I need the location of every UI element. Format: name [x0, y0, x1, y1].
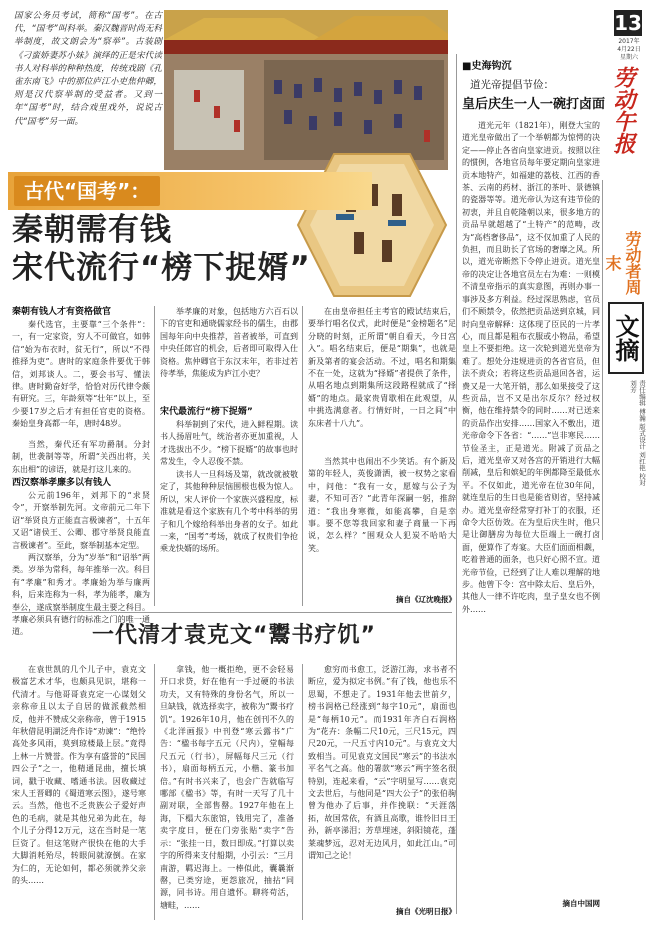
- paragraph: 举孝廉的对象，包括地方六百石以下的官吏和通晓儒家经书的儒生，由郡国每年向中央推荐，首者被举，可直到中央任郎官的机会，后者即可取得入仕资格。焦仲卿官于东汉末年，若非过若待孝举，焦能成为庐江小吏？: [160, 307, 298, 379]
- intro-text: 国家公务员考试，简称“国考”。在古代，“国考”叫科举。秦汉魏晋时尚无科举制度，故文朗会为“察举”。古装剧《刁蛮娇妻苏小妹》演绎的正是宋代读书人对科举的种种热度，传统戏剧《孔雀东南飞》中的那位庐江小吏焦仲卿，则是汉代察举制的受益者。又到一年“国考”时，结合戏里戏外，说说古代“国考”另一面。: [14, 11, 162, 127]
- headline-line2: 宋代流行“榜下捉婿”: [12, 250, 311, 286]
- article1-column2: [160, 306, 298, 606]
- paragraph: 科举制到了宋代，进入鲜程期。读书人扬眉吐气，统治者亦更加重视，人才选拔出不少。“榜下捉婿”的故事也时常发生，令人忍俊不禁。: [160, 420, 298, 467]
- column-rule: [602, 180, 603, 540]
- column-rule: [154, 306, 155, 606]
- date-year: 2017年: [618, 38, 640, 45]
- column-rule: [302, 664, 303, 920]
- date-day: 4月22日: [617, 46, 641, 53]
- paragraph: 秦代选官，主要靠“三个条件”：一，有一定家资，穷人不可做官，如韩信“始为布衣时，贫无行”，所以“不得推择为吏”。唐时的家庭条件要优于韩信，刘邦谈人。二，要会书写、懂法律。唐时勤奋好学，恰恰对历代律令颇有研究。三，年龄须等“壮年”以上，至少要17岁之后才有担任官吏的资格。秦始皇身高都一年，唐时48岁。: [12, 320, 150, 429]
- headline-label: 古代“国考”：: [14, 176, 160, 206]
- right-article-title: 皇后庆生一人一碗打卤面: [462, 97, 606, 112]
- article2-column2: 拿钱，他一概拒绝，更不会轻易开口求贷，好在他有一手过硬的书法功夫，又有特殊的身份名气，所以一旦缺钱，就选择卖字，被称为“鬻书疗饥”。1926年10月，他在创刊不久的《北洋画报》中刊登“寒云露书”广告：“楹书每字五元（尺内），堂幅每尺五元（行书），屏幅每尺三元（行书），扇面每柄五元，小楷、篆书加倍。”有时书兴来了，也会广告就临写哪部《楹书》等，有时一天写了几十副对联，全部售罄。1927年他在上海，下榻大东旅馆，钱用完了，准备卖字度日，便在门旁张贴“卖字”告示：“张挂一日，数日即成。”打算以卖字的所得来支付船期，小引云：“三月南游，羁迟海上。一棒似此，囊曩渐罄，已类穷途，更怨旅况，抽拈“同源，同书诗。用自遗怀。聊将苟活，塘畦，……: [160, 665, 294, 910]
- paragraph: 在由皇帝担任主考官的殿试结束后，要举行唱名仪式，此时便是“金榜题名”足分晓的时刻，正所谓“朝自看天，今日宫入”。唱名结束后，便是“期集”，也就是新及第者的宴会活动。不过，唱名和期集不在一处，这就为“择婿”者提供了条件，从唱名地点到期集所这段路程就成了“择婿”的地点。最家贵胄歇相在此观望，从中挑选满意者。行情好时，一日之间“中东床者十八九”。: [308, 307, 456, 428]
- paragraph: 读书人一旦科场及第，就改就被敬定了，其他种种层恼围根也极为惊人。所以，宋人评价一个家族兴盛程度，标准就是看这个家族有几个考中科举的男子和几个嫁给科举出身者的女子。如此一来，“国考”考场，就成了权贵们争抢乘龙快婿的场所。: [160, 470, 298, 554]
- paragraph: 当然其中也闹出不少笑话。有个新及第的年轻人，英俊潇洒，被一权势之家看中，问他：“我有一女，愿嫁与公子为妻，不知可否？”此青年深嗣一躬，推辞道：“我出身寒微，如能高攀，自是幸事。要不您等我回家和妻子商量一下再说，怎么样？”围观众人犯炭不哈哈大笑。: [308, 457, 456, 553]
- paragraph: 当然，秦代还有军功爵制。分封制，世袭制等等，所谓“关西出将，关东出相”的谚语，就是打这儿来的。: [12, 440, 150, 474]
- newspaper-logo: 劳动午报: [610, 66, 636, 154]
- right-article-source: 摘自中国网: [562, 899, 600, 908]
- article1-column1: [12, 306, 150, 637]
- article2-source: 摘自《光明日报》: [396, 907, 456, 916]
- subheading: 宋代最流行“榜下捉婿”: [160, 407, 253, 417]
- palace-photo: [164, 10, 448, 170]
- article2-title: 一代清才袁克文“鬻书疗饥”: [92, 623, 376, 648]
- column-rule: [456, 54, 457, 914]
- paragraph: 道光元年（1821年），刚登大宝的道光皇帝做出了一个举朝都为惊愕的决定——停止各省向皇家进贡。按照以往的惯例，各地官员每年要定期向皇家进贡本地特产，如福建的荔枝、江西的香茶、云南的药材、浙江的茶叶、景德镇的瓷器等等。道光帝认为这有违节俭的初衷，并且自乾隆朝以来，很多地方的贡品早就超越了“土特产”的范畴，改为“高档奢侈品”，这不仅加重了人民的负担，而且助长了官场的奢靡之风。所以，道光帝断然下令停止进贡。道光皇帝的决定让各地官员左右为难：一则模不清皇帝指示的真实意图，再则办事一事涉及多方利益。经过深思熟虑，官员们不顾禁令，依然把贡品送到京城，同时向皇帝解释：这体现了臣民的一片孝心，而且都是粗布衣服或小物品，希望皇上不要拒绝。这一次轮到道光皇帝为难了。想处分违规进贡的各省官员，但法不责众；若将这些贡品退回各省，运费又是一大笔开销，那么如果接受了这些贡品，岂不又是出尔反尔？经过权衡，他在维持禁令的同时……对已送来的贡品作出安排……国家入不敷出，道光帝命令下各省：“……”岂非寒民……节俭圣主，正是道光。附减了贡品之后，道光皇帝又对各宫的开销进行大幅削减，皇后和嫔妃的年例都降至最低水平。不仅如此，道光帝在位30年间，就连皇后的生日也是能省则省，坚持减办。道光皇帝经常穿打补丁的衣服，还命令大臣仿效。在为皇后庆生时，他只是让御膳房为每位大臣端上一碗打卤面，便算作了寿宴。大臣们面面相觑，吃着普通的面条，也只好心照不宣。道光帝节俭，已经到了让人难以理解的地步。他曾下令：宫中除太后、皇后外，其他人一律不许吃肉，皇子皇女也不例外……: [462, 121, 600, 614]
- article2-column3: 愈穷而书愈工，泛游江海，求书者不断应，爱为拟定书例。”有了钱，他也乐不思蜀，不想走了。1931年他去世前夕，榜书润格已经涨到“每字10元”，扇面也是“每柄10元”。而1931年齐白石润格为“花卉：条幅二尺10元，三尺15元，四尺20元，一尺五寸内10元”。与袁克文大致相当。可见袁克文国民“寒云”的书法水平名气之高。他的署款“寒云”两字签名很特别，连起来看，“云”字明显写……袁克文去世后，与他同是“四大公子”的张伯驹曾为他办了后事，并作挽联：“天涯落拓，故国常依，有酒且高歌，谁怜旧日王孙，新亭涕泪；芳草埋迷，斜阳镜花，蓬莱魂梦远，忍对无边风月，如此江山。”可谓知己之论！: [308, 665, 456, 861]
- section-badge: 文摘: [608, 302, 644, 374]
- publication-date: [612, 38, 646, 62]
- column-rule: [302, 306, 303, 606]
- article1-column3: [308, 306, 456, 606]
- column-tag: ■史海钩沉: [462, 61, 512, 72]
- right-article-kicker: 道光帝提倡节俭：: [470, 79, 554, 91]
- subheading: 西汉察举孝廉多以有钱人: [12, 478, 112, 488]
- article1-source: 摘自《辽沈晚报》: [396, 595, 456, 604]
- column-rule: [154, 664, 155, 920]
- right-article-body: [462, 120, 600, 894]
- paragraph: 公元前196年，刘邦下的“求贤令”，开察举制先河。文帝前元二年下诏“举贤良方正能直言极谏者”，十五年又诏“诸侯王、公卿、郡守举贤良能直言极谏者”。至此，察举制基本定型。: [12, 491, 150, 550]
- date-weekday: 星期六: [619, 54, 638, 61]
- editor-credits: 责任编辑 傅瀚 版式设计 刘红艳 校对 刘芳: [629, 380, 646, 486]
- headline-line1: 秦朝需有钱: [12, 212, 172, 248]
- article2-column1: 在袁世凯的几个儿子中，袁克文极富艺术才华，也颇具见识，堪称一代清才。与他哥哥袁克定一心谋划父亲称帝且以太子自居的做派截然相反，他并不赞成父亲称帝，曾于1915年秋借昆明湖泛舟作诗“劝谏”：“绝怜高处多风雨，莫到琼楼最上层。”竟得上林一片赞誉。作为享有盛誉的“民国四公子”之一，他精通昆曲，擅长填词，戳于收藏、嗜通书法。因收藏过宋人王晋卿的《蜀道寒云图》，遂号寒云。当然，他也不乏贵族公子爱好声色的毛病，就是其他兄弟为此在，每个儿子分得12万元，这在当时是一笔巨资了。但这笔财产很快在他的大手大脚消耗殆尽，转眼间就潦倒。在家为仁的，无论如何，都必须就养父亲的头……: [12, 665, 146, 885]
- paragraph: 两汉察举，分为“岁举”和“诏举”两类。岁举为常科，每年推举一次。科目有“孝廉”和秀才。孝廉始为举与廉两科，后来连称为一科，孝为能孝，廉为奉公，遂成察举制度生最主要之科目。孝廉必须具有德行的标准之门的唯一通道。: [12, 553, 150, 637]
- subheading: 秦朝有钱人才有资格做官: [12, 307, 112, 317]
- section-title: 劳动者周末: [603, 231, 642, 295]
- page-number: 13: [614, 11, 642, 35]
